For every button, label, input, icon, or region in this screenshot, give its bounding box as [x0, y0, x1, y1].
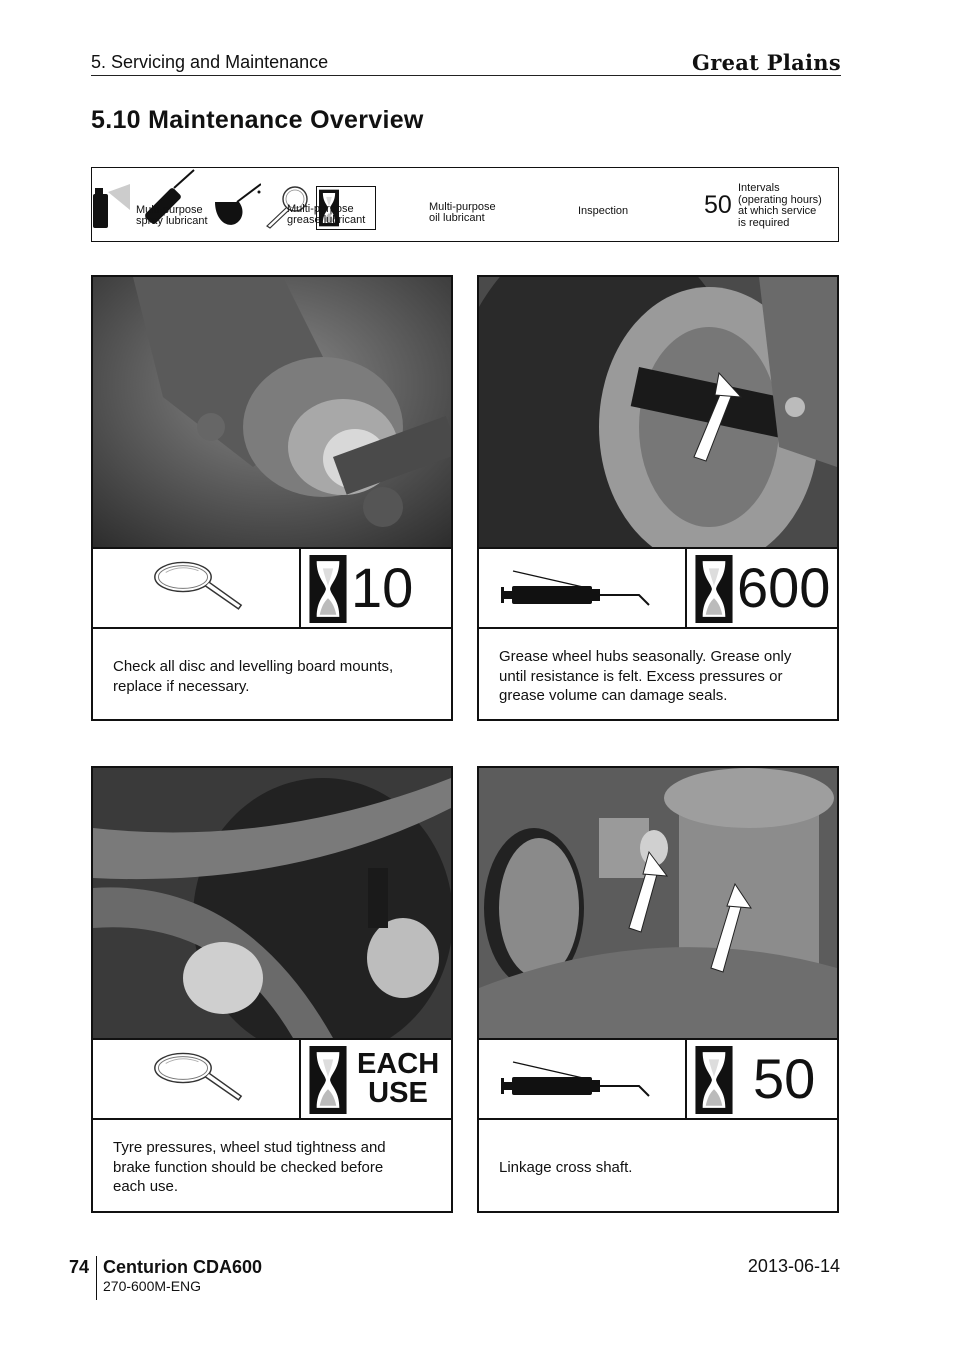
product-name: Centurion CDA600 [103, 1257, 263, 1277]
oil-can-icon [211, 180, 261, 230]
hourglass-icon [309, 1046, 347, 1114]
maintenance-card-wheel-hubs [477, 275, 839, 721]
interval-value: 10 [351, 556, 414, 619]
photo-disc-mount [93, 277, 451, 549]
photo-tyre [93, 768, 451, 1040]
legend-spray-label: Multi-purpose spray lubricant [136, 204, 208, 227]
publication-date: 2013-06-14 [747, 1256, 840, 1276]
maintenance-card-linkage-shaft [477, 766, 839, 1213]
grease-gun-icon [499, 1058, 659, 1098]
maintenance-card-disc-mounts [91, 275, 453, 721]
hourglass-icon [695, 1046, 733, 1114]
maintenance-description: Check all disc and levelling board mounts, replace if necessary. [113, 658, 394, 695]
footer-rule [96, 1256, 97, 1300]
photo-linkage [479, 768, 837, 1040]
photo-wheel-hub [479, 277, 837, 549]
header-rule [91, 75, 841, 76]
page-number: 74 [69, 1257, 90, 1277]
legend-interval-value: 50 [704, 191, 732, 219]
magnifier-icon [153, 1050, 253, 1106]
interval-value: EACH USE [357, 1048, 440, 1109]
legend-grease-label: Multi-purpose grease lubricant [287, 203, 366, 226]
maintenance-description: Grease wheel hubs seasonally. Grease only until resistance is felt. Excess pressures or grease volume can damage seals. [499, 648, 792, 704]
running-header-section: 5. Servicing and Maintenance [91, 52, 329, 72]
brand-logo: Great Plains [691, 50, 841, 75]
legend-inspection-label: Inspection [578, 205, 629, 217]
maintenance-description: Linkage cross shaft. [499, 1159, 633, 1176]
document-code: 270-600M-ENG [103, 1278, 202, 1294]
page-title: 5.10 Maintenance Overview [91, 106, 424, 134]
hourglass-icon [309, 555, 347, 623]
maintenance-description: Tyre pressures, wheel stud tightness and brake function should be checked before each use. [113, 1139, 386, 1195]
interval-value: 600 [737, 556, 831, 619]
legend-oil-label: Multi-purpose oil lubricant [429, 201, 496, 224]
spray-can-icon [92, 182, 132, 230]
interval-value: 50 [753, 1047, 816, 1110]
grease-gun-icon [499, 567, 659, 607]
hourglass-icon [695, 555, 733, 623]
legend-interval-label: Intervals (operating hours) at which service is required [738, 182, 822, 229]
maintenance-card-tyres-brakes [91, 766, 453, 1213]
symbol-legend [91, 167, 839, 242]
magnifier-icon [153, 559, 253, 615]
